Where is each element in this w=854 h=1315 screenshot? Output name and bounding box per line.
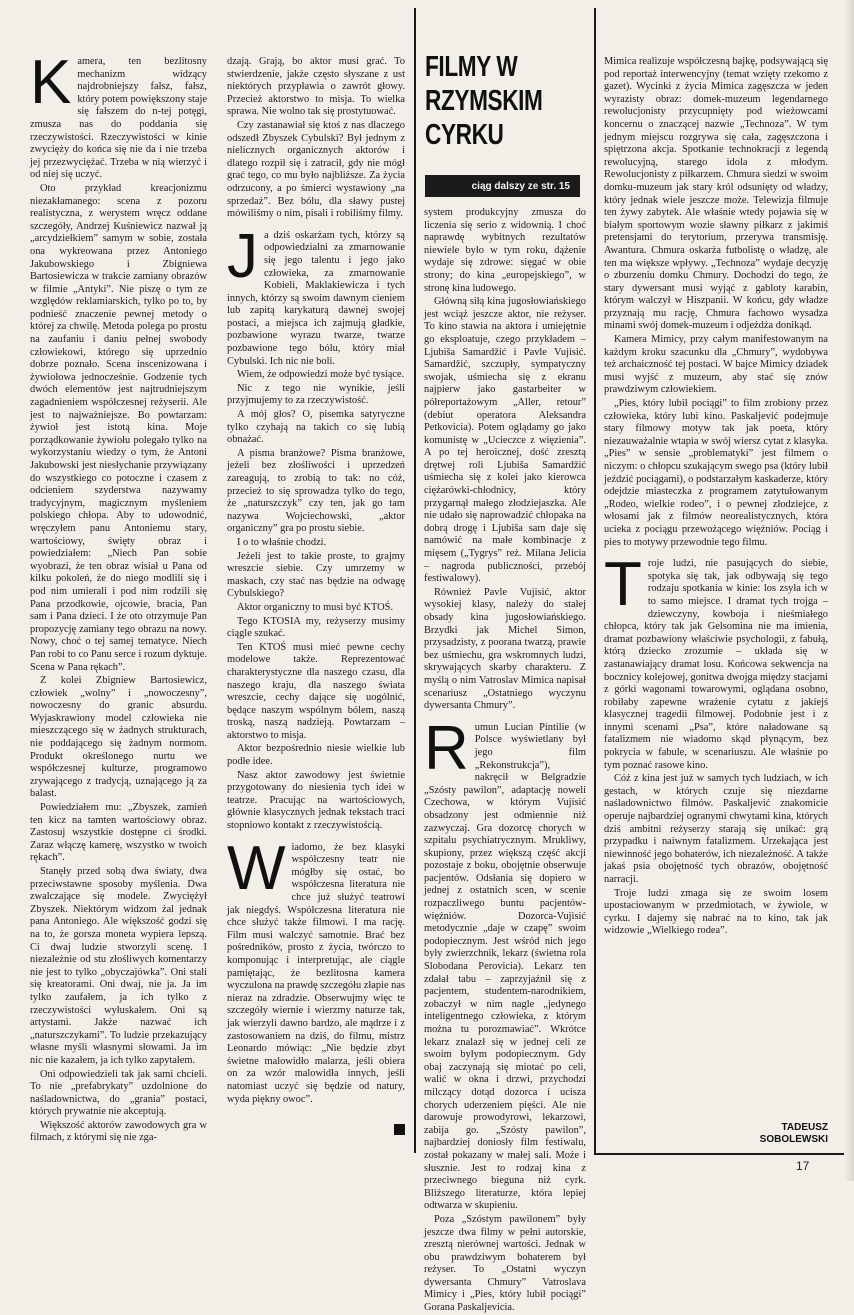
paragraph: roje ludzi, nie pasujących do siebie, spotyka się tak, jak odbywają się tego rodzaju spotkania w kinie: los zsyła ich w to samo miejsce. I dramat tych trojga – dziewczyny, kowboja i nieśmiałego chłopca, który tak jak Gelsomina nie ma imienia, dramat pozbawiony właściwie psychologii, z fabułą, którą dziecko zrozumie – układa się w zastanawiający dramat losu. Końcowa sekwencja na bocznicy kolejowej, gonitwa dwojga między stacjami z górki wagonami towarowymi, oglądana osobno, robiłaby zapewne wrażenie cytatu z jakiejś klasycznej tragedii filmowej. Podobnie jest i z innymi scenami „Psa”, które naładowane są fatalizmem nie wiadomo skąd płynącym, bez pokrycia w fabule, w scenariuszu. Ale właśnie po tym poznać rasowe kino.	[604, 558, 828, 771]
author-signature: TADEUSZ SOBOLEWSKI	[759, 1122, 828, 1145]
column-3	[424, 207, 586, 1314]
column-4	[604, 56, 828, 1118]
dropcap-t: T	[604, 550, 642, 620]
end-mark	[394, 1124, 405, 1135]
paragraph: iadomo, że bez klasyki współczesny teatr nie mógłby się ostać, bo współczesna literatura nie chce już służyć teatrowi jak niegdyś. Współczesna literatura nie chce służyć także filmowi. I ma rację. Film musi walczyć samotnie. Brać bez pośredników, prosto z życia, twórczo to komponując i interpretując, ale ciągle pamiętając, że bezlitosna kamera wyczulona na prawdę szczegółu złapie nas nieraz na zdradzie. Obserwujmy więc te szczegóły wiernie i wierzmy naturze tak, jak wierzyli dawno bardzo, ale mądrze i z zastosowaniem na dziś, do filmu, mistrz Leonardo mówiąc: „Nie będzie zbyt świetne malowidło malarza, jeśli obiera on za wzór malowidła innych, jeśli natomiast uczyć się będzie od natury, wyda piękny owoc”.	[227, 841, 406, 1105]
paragraph: a dziś oskarżam tych, którzy są odpowiedzialni za zmarnowanie się jego talentu i jego jako człowieka, za zmarnowanie Kobieli, Maklakiewicza i tych innych, którzy są swoim dawnym cieniem lub zapitą karykaturą dawnej swojej postaci, a miejsca ich zajmują gładkie, pozbawione wyrazu twarze, twarze pozbawione tego bólu, który miał Cybulski. Ich nic nie boli.	[227, 229, 405, 367]
page-edge-shadow	[844, 0, 854, 1181]
paragraph: Tego KTOSIA my, reżyserzy musimy ciągle szukać.	[227, 615, 405, 640]
paragraph: Czy zastanawiał się ktoś z nas dlaczego odszedł Zbyszek Cybulski? Był jednym z nielicznych organicznych aktorów i dlatego rozpił się i zatracił, gdy nie mógł grać tego, co mu było najbliższe. Za życia odrzucony, a po śmierci wystawiony „na sprzedaż”. Bez bólu, dla sławy pustej mówiliśmy o nim, pisali i robiliśmy filmy.	[227, 119, 405, 220]
paragraph: Troje ludzi zmaga się ze swoim losem upostaciowanym w przedmiotach, w żywiole, w cyrku. I dajemy się nabrać na to kino, tak jak widzowie „Wielkiego rodea”.	[604, 887, 828, 937]
column-divider-left	[414, 8, 416, 1153]
column-1	[30, 48, 207, 1146]
article-headline: FILMY W RZYMSKIM CYRKU	[425, 51, 543, 151]
paragraph: Aktor organiczny to musi być KTOŚ.	[237, 601, 394, 613]
paragraph: Poza „Szóstym pawilonem” były jeszcze dwa filmy w pełni autorskie, zresztą nierównej wartości. Jednak w obu prawdziwym bohaterem był reżyser. To „Ostatni wyczyn dywersanta Chmury” Vatroslava Mimicy i „Pies, który lubił pociągi” Gorana Paskaljevicia.	[424, 1213, 586, 1314]
paragraph: Wiem, że odpowiedzi może być tysiące.	[237, 369, 405, 381]
paragraph: Nic z tego nie wynikie, jeśli przyjmujemy to za rzeczywistość.	[227, 382, 405, 407]
paragraph: Nasz aktor zawodowy jest świetnie przygotowany do niesienia tych idei w teatrze. Pracując na wartościowych, głównie klasycznych jednak tekstach traci stopniowo kontakt z rzeczywistością.	[227, 769, 405, 832]
column-divider-right	[594, 8, 596, 1153]
paragraph: Główną siłą kina jugosłowiańskiego jest wciąż jeszcze aktor, nie reżyser. To kino stawia na aktora i umiejętnie go eksploatuje, czego przykładem – Ljubiša Samardžić i Pavle Vujisić. Samardžić, szczupły, sympatyczny swojak, uśmiecha się z ekranu najpierw jako gastarbeiter w półreportażowym „Aller, retour” (debiut operatora Aleksandra Petkovicia). Potem oglądamy go jako komunistę w „Ucieczce z więzienia”. A po tej heroicznej, dość zresztą drętwej roli Ljubiša Samardžić uśmiecha się z kolei jako kierowca ciężarówki-chłodnicy, który przygarnął małego złodziejaszka. Ale nie udało się naprowadzić chłopaka na dobrą drogę i Ljubiša sam daje się namówić na małe kombinacje z mięsem („Tygrys” reż. Milana Jelicia – nagroda publiczności, przebój festiwalowy).	[424, 296, 586, 585]
paragraph: Kamera Mimicy, przy całym manifestowanym na każdym kroku szacunku dla „Chmury”, wydobywa też archaiczność tej postaci. W bajce Mimicy dziadek musi wyjść z muzeum, aby stać się znów prawdziwym człowiekiem.	[604, 334, 828, 396]
paragraph: umun Lucian Pintilie (w Polsce wyświetlany był jego film „Rekonstrukcja”), nakręcił w Belgradzie „Szósty pawilon”, adaptację noweli Czechowa, w którym Vujisić obsadzony jest odmiennie niż zazwyczaj. Gra dozorcę chorych w szpitalu psychiatrycznym. Mrukliwy, skupiony, przez większą część akcji pozostaje z boku, obojętnie obserwuje pacjentów. Odsłania się dopiero w jednej z ostatnich scen, w scenie rozpaczliwego buntu pacjentów-więźniów. Dozorca-Vujisić metodycznie „daje w czapę” swoim podopiecznym. Jest wśród nich jego były zwierzchnik, lekarz (świetna rola Slobodana Perovicia). Lekarz ten zdałał tabu – zaprzyjaźnił się z pacjentem, studentem-narodnikiem, zobaczył w nim nagle „jedynego inteligentnego człowieka, z którym można tu porozmawiać”. Wkrótce lekarz znalazł się w jednej celi ze swoim byłym podopiecznym. Gdy obaj zaczynają się miotać po celi, walić w okna i drzwi, przychodzi milczący dotąd dozorca i ucisza chorych uderzeniem pięści. Ale nie darowuje prowodyrowi, lekarzowi, zabija go. „Szósty pawilon”, najbardziej doniosły film festiwalu, został pokazany w małej sali. Może i słusznie. Jest to rodzaj kina z przeciwnego bieguna niż cyrk. Bliższego literaturze, która lepiej odtwarza w skupieniu.	[424, 721, 586, 1212]
paragraph: Powiedziałem mu: „Zbyszek, zamień ten kicz na tamten wartościowy obraz. Zastosuj wszystkie dostępne ci środki. Zaraz włączę kamerę, wszystko w twoich rękach”.	[30, 802, 207, 864]
paragraph: dzają. Grają, bo aktor musi grać. To stwierdzenie, jakże często słyszane z ust niektórych przypławia o zawrót głowy. Przecież aktorstwo to misja. To wielka sprawa. Nie wolno tak się prostytuować.	[227, 56, 405, 118]
page-number: 17	[796, 1159, 810, 1173]
paragraph: Ten KTOŚ musi mieć pewne cechy modelowe także. Reprezentować charakterystyczne dla naszego czasu, dla naszego kraju, dla naszego świata wreszcie, cechy dające się uogólnić, będące naszym wspólnym bólem, naszą troską, naszą nadzieją. Powtarzam – aktorstwo to misja.	[227, 641, 405, 741]
column-2	[227, 56, 405, 1146]
paragraph: Stanęły przed sobą dwa światy, dwa przeciwstawne sposoby myślenia. Dwa zwalczające się modele. Zwyciężył Zbyszek. Niektórym widzom żal jednak pana Antoniego. Ale większość godzi się na to, że gorsza moneta wypiera lepszą. Ci dwaj ludzie stworzyli scenę. I niezależnie od stu złośliwych komentarzy nie jest to tylko „obyczajówka”. Oni stali się kreatorami. Oni dwaj, nie ja. Ja im tylko zaufałem, ja ich tylko z rzeczywistości wyłuskałem. Oni są artystami. Jakże nazwać ich „naturszczykami”. To ludzie przekazujący własne myśli własnymi słowami. Ja im nic nie kazałem, ja ich tylko zapytałem.	[30, 866, 207, 1066]
bottom-rule	[594, 1153, 844, 1155]
continued-banner	[425, 175, 580, 197]
paragraph: system produkcyjny zmusza do liczenia się serio z widownią. I choć naprawdę wybitnych rezultatów niewiele było w tym roku, dążenie wydaje się zdrowe: sięgać w obie strony; do kina „europejskiego”, w stronę kina ludowego.	[424, 207, 586, 294]
dropcap-w: W	[227, 833, 286, 903]
paragraph: I o to właśnie chodzi.	[237, 536, 327, 548]
dropcap-k: K	[30, 48, 72, 117]
paragraph: Również Pavle Vujisić, aktor wysokiej klasy, należy do stałej obsady kina jugosłowiańskiego. Brzydki jak Michel Simon, przysadzisty, z poorana twarzą, prawie bez uśmiechu, gra wskromnych ludzi, skrywających skarby charakteru. Z myślą o nim Vatroslav Mimica napisał scenariusz „Ostatniego wyczynu dywersanta Chmury”.	[424, 586, 586, 712]
dropcap-j: J	[227, 221, 258, 291]
paragraph: Oto przykład kreacjonizmu niezakłamanego: scena z pozoru realistyczna, z werystem wręcz oddane szczegóły, Andrzej Kuśniewicz nazwał ją „arcydziełkiem” samym w sobie, została ona wykreowana przez Antoniego Jakubowskiego i Zbigniewa Bartosiewicza w trakcie zamiany obrazów w filmie „Antyki”. Nie piszę o tym ze względów reklamiarskich, tylko po to, by podnieść znaczenie pewnej metody o której za chwilę. Metoda polega po prostu na zaufaniu i daniu pełnej swobody człowiekowi, którego się uprzednio dobrze poznało. Scena inscenizowana i żywiołowa jednocześnie. Godzenie tych dwóch elementów jest najtrudniejszym zagadnieniem współczesnej reżyserii. Ale jest to najważniejsze. Bo powtarzam: żywioł jest istotą kina. Moje porządkowanie żywiołu polegało tylko na wykorzystaniu wiedzy o tym, że Antoni Jakubowski jest niesłychanie przywiązany do wszystkiego co potoczne i czasem z odcieniem szyderstwa nazywamy tradycyjnym, magicznym myśleniem polskiego chłopa. Aby to udowodnić, wręczyłem panu Antoniemu stary, wartościowy, święty obraz i powiedziałem: „Niech Pan sobie wyobrazi, że ten obraz wisiał u Pana od kilku pokoleń, że do niego modlili się i pod nim umierali i pod nim rodzili się Pana przodkowie, ojcowie, bracia, Pan sam i Pana dzieci. I że oto otrzymuje Pan propozycję zamiany tego obrazu na nowy. Nowy, choć o tej samej tematyce. Niech Pan robi to co Panu serce i rozum dyktuje. Scena w Pana rękach”.	[30, 182, 207, 673]
paragraph: Z kolei Zbigniew Bartosiewicz, człowiek „wolny” i „nowoczesny”, nowoczesny do granic absurdu. Wyjaskrawiony model człowieka nie mieszczącego się w żadnych strukturach, nie poddającego się żadnym normom. Produkt określonego nurtu we współczesnej kulturze, programowo zrywającego z tradycją, uznającego ją za balast.	[30, 675, 207, 800]
paragraph: Jeżeli jest to takie proste, to grajmy wreszcie siebie. Czy umrzemy w maskach, czy stać nas będzie na odwagę Cybulskiego?	[227, 550, 405, 600]
paragraph: Aktor bezpośrednio niesie wielkie lub podłe idee.	[227, 743, 405, 768]
paragraph: amera, ten bezlitosny mechanizm widzący najdrobniejszy fałsz, fałsz, który potem powiększony staje się fałszem do n-tej potęgi, zmusza nas do poddania się rzeczywistości. Rzeczywistości w kinie zwycięży do końca się nie da i nie trzeba jej przezwyciężać. Trzeba w nią wierzyć i od niej się uczyć.	[30, 56, 207, 181]
continued-label: ciąg dalszy ze str. 15	[471, 180, 570, 192]
paragraph: Większość aktorów zawodowych gra w filmach, z którymi się nie zga-	[30, 1119, 207, 1144]
paragraph: Cóż z kina jest już w samych tych ludziach, w ich gestach, w których czuje się niezdarne naśladownictwo filmów. Paskaljević znakomicie operuje najbardziej ogranymi chwytami kina, których dziś ambitni reżyserzy starają się unikać: grą przypadku i naiwnym fatalizmem. Urzekająca jest niewinność jego bohaterów, ich niezależność. A także jakaś psia obojętność tych obrazów, obojętność narracji.	[604, 773, 828, 885]
dropcap-r: R	[424, 713, 469, 783]
paragraph: „Pies, który lubił pociągi” to film zrobiony przez człowieka, który lubi kino. Paskaljević podejmuje stary filmowy motyw tak jak poeta, który niezauważalnie wtapia w swój wiersz cytat z klasyka. „Pies” w sensie „problematyki” jest filmem o niczym: o chłopcu szukającym swego psa (który lubił jeździć pociągami), o podstarzałym kaskaderze, który odejdzie miasteczka z programem zatytułowanym „Rodeo, wielkie rodeo”, i o pewnej złodziejce, z włosami jak z filmów neorealistycznych, która ucieka z pociągu przewożącego więźniów. Pociąg i pies to motywy przewodnie tego filmu.	[604, 398, 828, 548]
paragraph: Mimica realizuje współczesną bajkę, podsywającą się pod reportaż interwencyjny (temat wzięty rzekomo z gazet). Wycinki z życia Mimica zagęszcza w jeden wyrazisty obraz: domek-muzeum legendarnego rewolucjonisty przycupnięty pod wieżowcami koncernu o znaczącej nazwie „Technoza”. W tym jednym miejscu rozgrywa się cała, zagęszczona i spiętrzona akcja. Spotkanie technokracji z legendą rewolucyjną, starego idola z młodym. Rewolucjonisty z piłkarzem. Chmura siedzi w swoim domku-muzeum jak stary król odsunięty od władzy, który jednak wiele jeszcze może. Telewizja filmuje ten żywy zabytek. Ale właśnie wtedy pojawia się w białym sportowym wozie sławny piłkarz z jakimiś pretensjami do terytorium, przerywa transmisję. Awantura. Chmura oskarża futbolistę o władzę, ale ten ma większe wpływy. „Technoza” wydaje decyzję o zburzeniu domku Chmury. Dochodzi do tego, że stary dywersant musi wyjąć z gabloty karabin, którym walczył w Hiszpanii. W końcu, gdy władze przyznają mu rację, Chmura fachowo wysadza minami swój domek-muzeum i odjeżdża donikąd.	[604, 56, 828, 332]
paragraph: A mój głos? O, pisemka satyryczne tylko czyhają na takich co się lubią obnażać.	[227, 409, 405, 446]
paragraph: A pisma branżowe? Pisma branżowe, jeżeli bez złośliwości i uprzedzeń zareagują, to zrobią to tak: no cóż, przecież to się sprowadza tylko do tego, że „naturszczyk” czy ten, jak go tam nazywa Wojciechowski, „aktor organiczny” gra po prostu siebie.	[227, 447, 405, 535]
paragraph: Oni odpowiedzieli tak jak sami chcieli. To nie „prefabrykaty” uzdolnione do naśladownictwa, do „grania” postaci, których prywatnie nie akceptują.	[30, 1068, 207, 1118]
